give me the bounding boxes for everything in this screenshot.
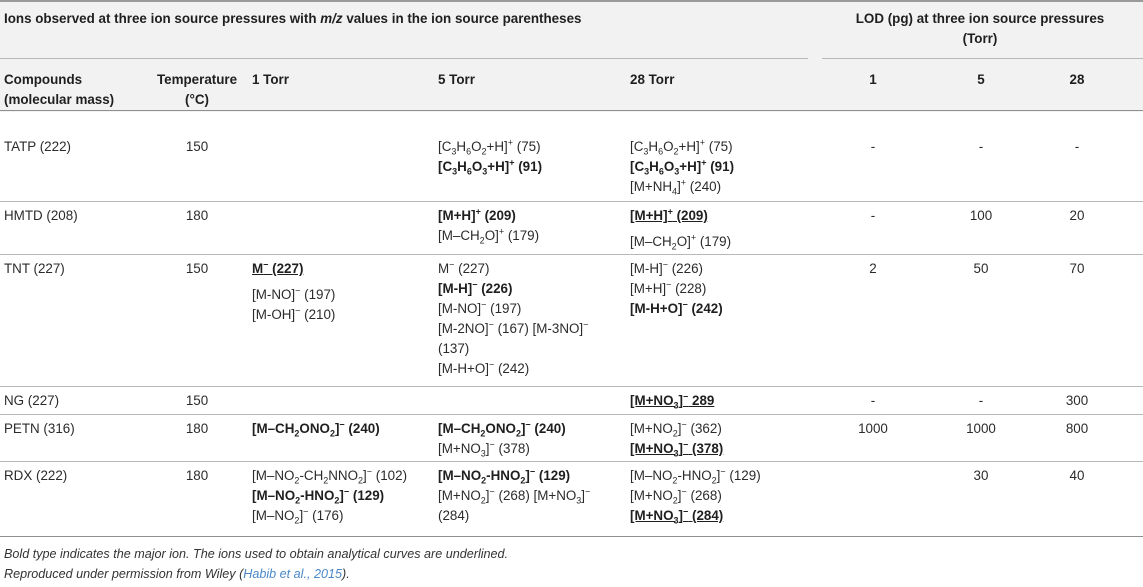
temperature-cell: 180	[185, 468, 209, 483]
lod-group-header-line1: LOD (pg) at three ion source pressures	[855, 11, 1105, 26]
col-header-1-torr: 1 Torr	[252, 72, 289, 87]
lod-5-cell: 1000	[966, 421, 996, 436]
ion-entry-major: $[C_3H_6O_3+H]^+$ (91)	[438, 157, 543, 177]
compound-cell: RDX (222)	[4, 468, 68, 483]
ions-5-torr-cell	[438, 419, 566, 459]
ion-entry-major: [M-H+O]− (242)	[630, 299, 723, 316]
lod-28-cell: 20	[1069, 208, 1085, 223]
ion-entry: [M-OH]− (210)	[252, 305, 336, 322]
ion-entry: $[M+NO_2]^-$ (268)	[630, 486, 722, 506]
lod-5-cell: 100	[969, 208, 993, 223]
ion-entry: $[M+NH_4]^+$ (240)	[630, 177, 722, 197]
group-divider-right	[822, 58, 1143, 59]
ion-entry: [M-H+O]− (242)	[438, 359, 530, 376]
ions-5-torr-cell	[438, 466, 590, 526]
lod-5-cell: 50	[973, 261, 989, 276]
ion-entry: $[M-NO_2-CH_2NNO_2]^-$ (102)	[252, 466, 408, 486]
lod-group-header	[820, 9, 1140, 49]
row-divider	[0, 201, 1143, 202]
temperature-cell: 150	[185, 139, 209, 154]
ion-entry: $[C_3H_6O_2+H]^+$ (75)	[438, 137, 541, 157]
ions-5-torr-cell	[438, 137, 542, 177]
row-divider	[0, 254, 1143, 255]
lod-1-cell: -	[870, 393, 876, 408]
ions-28-torr-cell	[630, 206, 731, 252]
col-header-temperature-line1: Temperature	[156, 72, 238, 87]
ion-entry-major: $[M-CH_2ONO_2]^-$ (240)	[252, 419, 380, 439]
temperature-cell: 180	[185, 421, 209, 436]
ions-5-torr-cell	[438, 206, 539, 246]
lod-1-cell: 2	[869, 261, 877, 276]
ions-group-header	[4, 9, 581, 29]
col-header-temperature-line2: (°C)	[185, 92, 209, 107]
col-header-lod-28: 28	[1069, 72, 1085, 87]
ion-entry-major-curve: M− (227)	[252, 259, 304, 276]
header-bottom-rule	[0, 110, 1143, 111]
table-bottom-rule	[0, 536, 1143, 537]
ions-group-header-text-end: values in the ion source parentheses	[342, 11, 582, 26]
ions-1-torr-cell	[252, 419, 380, 439]
group-divider-left	[0, 58, 808, 59]
ion-entry-major: $[M-CH_2ONO_2]^-$ (240)	[438, 419, 566, 439]
ions-28-torr-cell	[630, 137, 734, 197]
col-header-compounds-line2: (molecular mass)	[4, 92, 115, 107]
ion-entry: [M+H]− (228)	[630, 279, 707, 296]
lod-28-cell: 70	[1069, 261, 1085, 276]
row-divider	[0, 461, 1143, 462]
ion-entry-major: $[C_3H_6O_3+H]^+$ (91)	[630, 157, 735, 177]
ion-entry: (284)	[438, 508, 470, 523]
lod-28-cell: 800	[1065, 421, 1089, 436]
ions-28-torr-cell	[630, 466, 761, 526]
lod-5-cell: -	[978, 139, 984, 154]
ion-entry: $[M+NO_2]^-$ (362)	[630, 419, 722, 439]
ion-entry-major-curve: $[M+NO_3]^-$ (284)	[630, 506, 724, 526]
compound-cell: HMTD (208)	[4, 208, 78, 223]
lod-28-cell: 300	[1065, 393, 1089, 408]
ion-entry-major: $[M-NO_2-HNO_2]^-$ (129)	[252, 486, 385, 506]
ions-28-torr-cell	[630, 419, 723, 459]
footnote-reproduced-end: ).	[342, 567, 350, 581]
row-divider	[0, 386, 1143, 387]
ion-entry: [M-H]− (226)	[630, 259, 703, 276]
citation-link[interactable]: Habib et al., 2015	[243, 567, 342, 581]
ion-entry-major-curve: $[M+NO_3]^-$ 289	[630, 391, 715, 411]
col-header-lod-5: 5	[977, 72, 985, 87]
col-header-compounds	[4, 70, 114, 110]
lod-28-cell: -	[1074, 139, 1080, 154]
lod-1-cell: -	[870, 208, 876, 223]
footnote-reproduced-text: Reproduced under permission from Wiley (	[4, 567, 244, 581]
lod-1-cell: 1000	[858, 421, 888, 436]
ion-entry: [M-NO]− (197)	[252, 285, 336, 302]
ion-entry: $[M+NO_3]^-$ (378)	[438, 439, 530, 459]
lod-5-cell: -	[978, 393, 984, 408]
ion-entry: $[C_3H_6O_2+H]^+$ (75)	[630, 137, 733, 157]
compound-cell: NG (227)	[4, 393, 60, 408]
col-header-temperature	[147, 70, 247, 110]
col-header-28-torr: 28 Torr	[630, 72, 675, 87]
ion-entry: [M-2NO]− (167) [M-3NO]−	[438, 319, 589, 336]
ions-group-header-mz: m/z	[320, 11, 343, 26]
ions-28-torr-cell	[630, 259, 723, 319]
ions-1-torr-cell	[252, 466, 407, 526]
temperature-cell: 180	[185, 208, 209, 223]
col-header-5-torr: 5 Torr	[438, 72, 475, 87]
ions-5-torr-cell	[438, 259, 588, 379]
lod-group-header-line2: (Torr)	[962, 31, 998, 46]
col-header-lod-1: 1	[869, 72, 877, 87]
col-header-compounds-line1: Compounds	[4, 72, 83, 87]
lod-5-cell: 30	[973, 468, 989, 483]
footnote-reproduced	[4, 565, 350, 583]
ion-entry-major: [M-H]− (226)	[438, 279, 513, 296]
ion-entry: [M-NO]− (197)	[438, 299, 522, 316]
compound-cell: TATP (222)	[4, 139, 71, 154]
compound-cell: PETN (316)	[4, 421, 75, 436]
ion-entry-major-curve: $[M+NO_3]^-$ (378)	[630, 439, 724, 459]
ion-entry: $[M+NO_2]^-$ (268) $[M+NO_3]^-$	[438, 486, 591, 506]
temperature-cell: 150	[185, 393, 209, 408]
compound-cell: TNT (227)	[4, 261, 65, 276]
lod-28-cell: 40	[1069, 468, 1085, 483]
ion-entry: $[M-CH_2O]^+$ (179)	[630, 232, 732, 252]
ion-entry: $[M-CH_2O]^+$ (179)	[438, 226, 540, 246]
ions-group-header-text: Ions observed at three ion source pressures with	[4, 11, 321, 26]
ion-entry: $[M-NO_2-HNO_2]^-$ (129)	[630, 466, 761, 486]
ions-1-torr-cell	[252, 259, 335, 325]
ion-entry: M− (227)	[438, 259, 490, 276]
temperature-cell: 150	[185, 261, 209, 276]
ion-entry-major: [M+H]+ (209)	[438, 206, 516, 223]
ion-entry: (137)	[438, 341, 470, 356]
ion-entry: $[M-NO_2]^-$ (176)	[252, 506, 344, 526]
ion-entry-major-curve: [M+H]+ (209)	[630, 206, 708, 223]
lod-1-cell: -	[870, 139, 876, 154]
ions-28-torr-cell	[630, 391, 714, 411]
row-divider	[0, 414, 1143, 415]
footnote-bold-legend: Bold type indicates the major ion. The ions used to obtain analytical curves are underlined.	[4, 547, 509, 561]
ion-entry-major: $[M-NO_2-HNO_2]^-$ (129)	[438, 466, 571, 486]
